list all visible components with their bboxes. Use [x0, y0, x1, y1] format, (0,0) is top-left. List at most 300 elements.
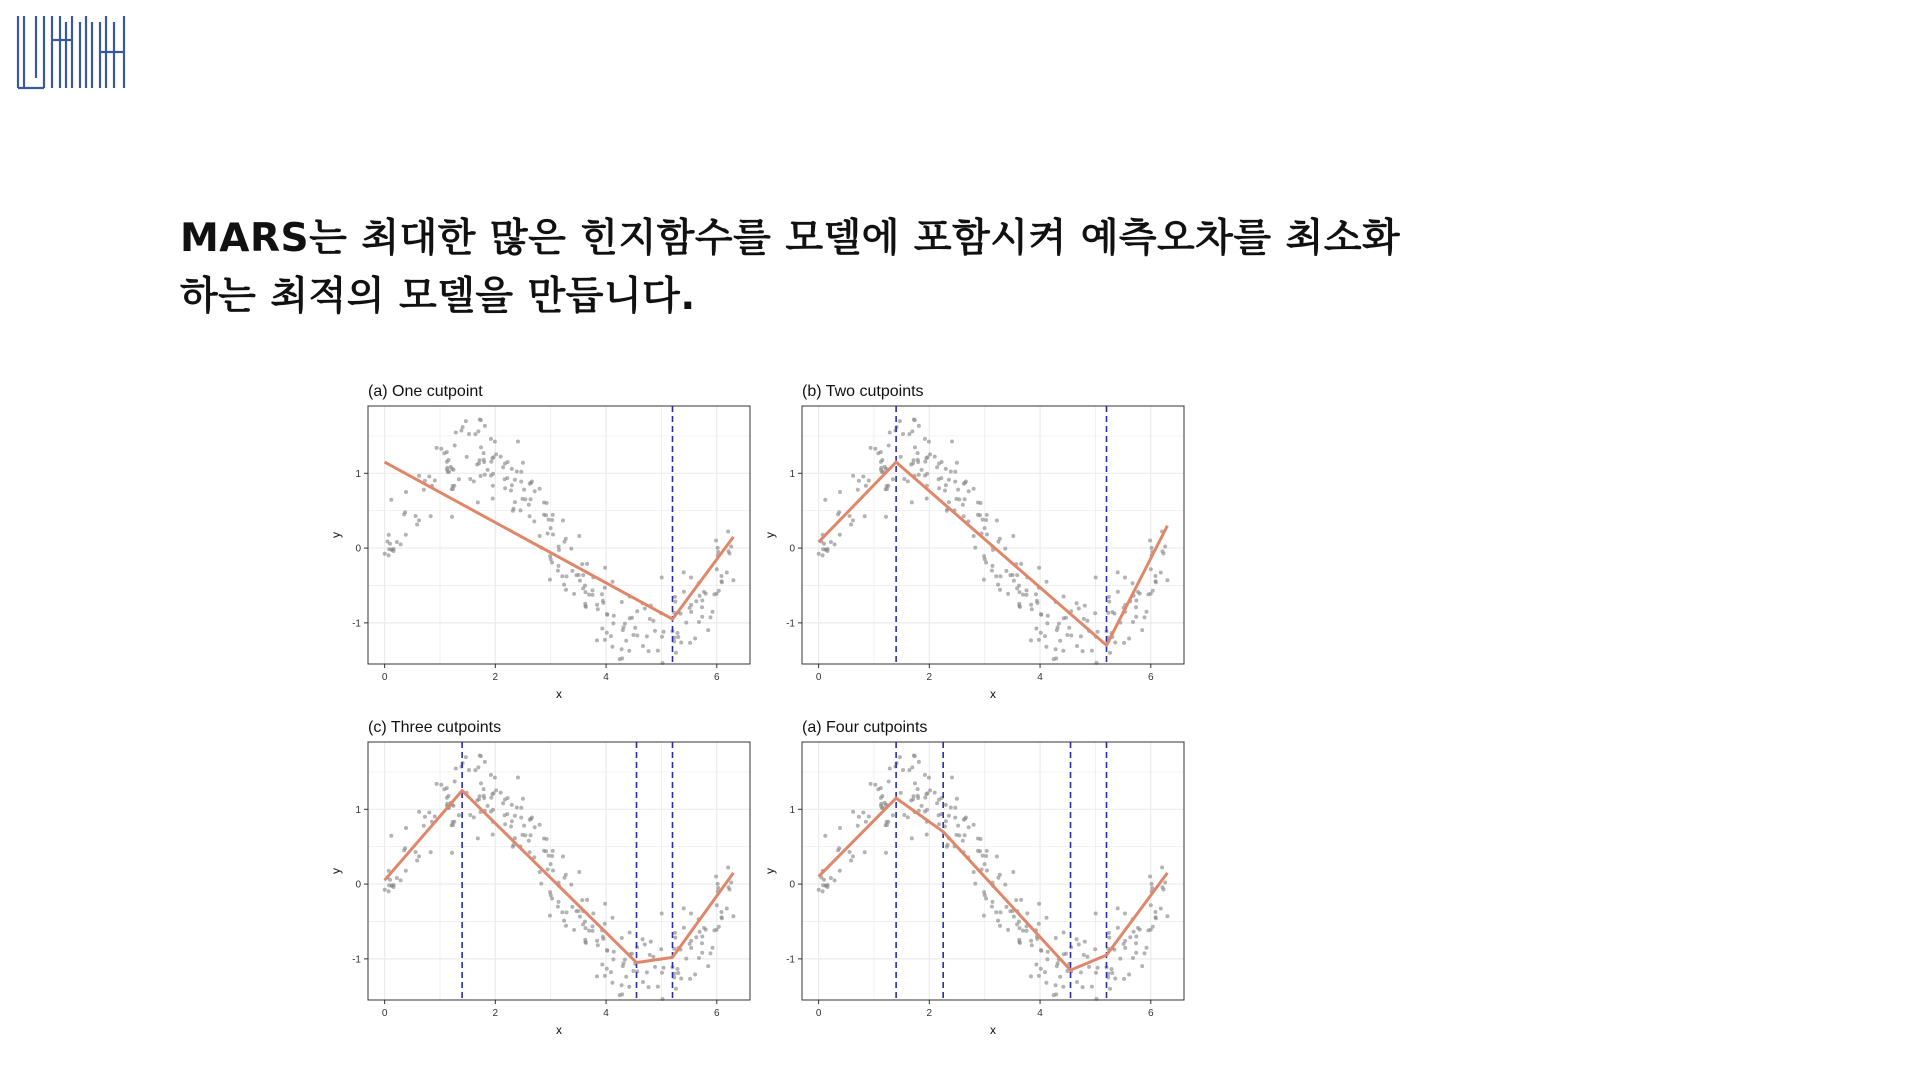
data-point [979, 837, 983, 841]
data-point [838, 826, 842, 830]
chart-panel [763, 719, 1184, 1037]
data-point [562, 919, 566, 923]
data-point [493, 440, 497, 444]
data-point [711, 946, 715, 950]
data-point [621, 628, 625, 632]
data-point [596, 607, 600, 611]
data-point [1037, 974, 1041, 978]
data-point [1034, 627, 1038, 631]
data-point [976, 513, 980, 517]
data-point [538, 487, 542, 491]
data-point [851, 810, 855, 814]
data-point [651, 955, 655, 959]
data-point [662, 630, 666, 634]
data-point [888, 767, 892, 771]
data-point [461, 425, 465, 429]
y-tick-label: 1 [789, 468, 795, 480]
data-point [545, 501, 549, 505]
data-point [849, 859, 853, 863]
data-point [627, 985, 631, 989]
data-point [891, 813, 895, 817]
data-point [1067, 626, 1071, 630]
data-point [503, 477, 507, 481]
data-point [423, 815, 427, 819]
data-point [641, 937, 645, 941]
data-point [725, 907, 729, 911]
data-point [943, 489, 947, 493]
data-point [641, 980, 645, 984]
data-point [1107, 931, 1111, 935]
data-point [982, 914, 986, 918]
data-point [983, 862, 987, 866]
data-point [1107, 600, 1111, 604]
data-point [913, 781, 917, 785]
data-point [546, 868, 550, 872]
data-point [404, 869, 408, 873]
data-point [916, 794, 920, 798]
data-point [899, 791, 903, 795]
data-point [821, 553, 825, 557]
data-point [585, 562, 589, 566]
data-point [648, 953, 652, 957]
data-point [476, 836, 480, 840]
data-point [445, 786, 449, 790]
data-point [591, 924, 595, 928]
data-point [515, 806, 519, 810]
data-point [940, 460, 944, 464]
data-point [417, 518, 421, 522]
data-point [521, 833, 525, 837]
y-tick-label: 1 [355, 468, 361, 480]
data-point [623, 958, 627, 962]
y-tick-label: 0 [355, 879, 361, 891]
data-point [1116, 570, 1120, 574]
data-point [415, 523, 419, 527]
data-point [1003, 547, 1007, 551]
data-point [453, 780, 457, 784]
data-point [610, 645, 614, 649]
data-point [1075, 644, 1079, 648]
data-point [715, 567, 719, 571]
data-point [1096, 966, 1100, 970]
data-point [591, 588, 595, 592]
data-point [984, 854, 988, 858]
data-point [706, 628, 710, 632]
data-point [387, 889, 391, 893]
data-point [983, 526, 987, 530]
data-point [660, 971, 664, 975]
data-point [933, 455, 937, 459]
data-point [587, 929, 591, 933]
data-point [414, 850, 418, 854]
data-point [603, 974, 607, 978]
data-point [486, 804, 490, 808]
data-point [706, 964, 710, 968]
data-point [991, 564, 995, 568]
data-point [1018, 941, 1022, 945]
data-point [985, 513, 989, 517]
data-point [467, 432, 471, 436]
data-point [551, 869, 555, 873]
data-point [1116, 926, 1120, 930]
data-point [459, 429, 463, 433]
data-point [631, 969, 635, 973]
data-point [1162, 552, 1166, 556]
data-point [439, 783, 443, 787]
data-point [910, 765, 914, 769]
data-point [429, 850, 433, 854]
data-point [838, 869, 842, 873]
data-point [1140, 628, 1144, 632]
data-point [1148, 539, 1152, 543]
data-point [385, 540, 389, 544]
data-point [1113, 612, 1117, 616]
data-point [1123, 939, 1127, 943]
data-point [603, 638, 607, 642]
data-point [911, 797, 915, 801]
y-tick-label: 0 [355, 543, 361, 555]
data-point [907, 432, 911, 436]
data-point [446, 458, 450, 462]
data-point [446, 794, 450, 798]
data-point [694, 599, 698, 603]
data-point [947, 500, 951, 504]
data-point [1123, 912, 1127, 916]
data-point [512, 507, 516, 511]
data-point [898, 419, 902, 423]
data-point [491, 484, 495, 488]
data-point [577, 534, 581, 538]
data-point [972, 823, 976, 827]
data-point [464, 755, 468, 759]
data-point [547, 854, 551, 858]
data-point [522, 824, 526, 828]
data-point [689, 912, 693, 916]
data-point [673, 595, 677, 599]
data-point [468, 813, 472, 817]
data-point [924, 456, 928, 460]
data-point [917, 760, 921, 764]
data-point [913, 445, 917, 449]
data-point [1159, 571, 1163, 575]
data-point [383, 552, 387, 556]
data-point [1064, 616, 1068, 620]
x-axis-label: x [990, 1023, 996, 1037]
data-point [823, 834, 827, 838]
data-point [861, 475, 865, 479]
data-point [1134, 615, 1138, 619]
data-point [1159, 907, 1163, 911]
data-point [955, 797, 959, 801]
data-point [611, 580, 615, 584]
chart-panel [329, 383, 750, 701]
data-point [720, 574, 724, 578]
data-point [1046, 950, 1050, 954]
data-point [656, 985, 660, 989]
data-point [403, 510, 407, 514]
data-point [482, 794, 486, 798]
data-point [856, 488, 860, 492]
data-point [728, 552, 732, 556]
data-point [643, 607, 647, 611]
data-point [1039, 967, 1043, 971]
data-point [603, 922, 607, 926]
data-point [673, 931, 677, 935]
data-point [1143, 615, 1147, 619]
data-point [1044, 981, 1048, 985]
x-tick-label: 4 [1037, 1008, 1043, 1019]
data-point [549, 862, 553, 866]
data-point [973, 882, 977, 886]
data-point [953, 470, 957, 474]
data-point [1034, 592, 1038, 596]
data-point [994, 574, 998, 578]
data-point [653, 629, 657, 633]
data-point [659, 947, 663, 951]
data-point [519, 508, 523, 512]
data-point [709, 951, 713, 955]
data-point [662, 966, 666, 970]
data-point [856, 824, 860, 828]
data-point [927, 440, 931, 444]
data-point [612, 950, 616, 954]
data-point [923, 796, 927, 800]
data-point [633, 626, 637, 630]
data-point [476, 500, 480, 504]
data-point [404, 490, 408, 494]
data-point [433, 479, 437, 483]
data-point [955, 461, 959, 465]
data-point [1006, 928, 1010, 932]
data-point [452, 484, 456, 488]
data-point [1021, 593, 1025, 597]
data-point [1163, 881, 1167, 885]
data-point [546, 532, 550, 536]
data-point [826, 547, 830, 551]
data-point [700, 941, 704, 945]
data-point [901, 768, 905, 772]
data-point [1039, 612, 1043, 616]
data-point [967, 825, 971, 829]
data-point [660, 635, 664, 639]
data-point [556, 905, 560, 909]
data-point [645, 634, 649, 638]
data-point [1154, 580, 1158, 584]
data-point [580, 562, 584, 566]
data-point [1083, 940, 1087, 944]
data-point [404, 533, 408, 537]
data-point [1015, 922, 1019, 926]
data-point [1075, 601, 1079, 605]
data-point [527, 839, 531, 843]
data-point [489, 796, 493, 800]
data-point [509, 489, 513, 493]
data-point [1025, 929, 1029, 933]
data-point [953, 806, 957, 810]
data-point [569, 883, 573, 887]
data-point [621, 964, 625, 968]
data-point [439, 447, 443, 451]
data-point [1150, 882, 1154, 886]
data-point [1062, 931, 1066, 935]
data-point [1012, 915, 1016, 919]
data-point [953, 480, 957, 484]
data-point [454, 767, 458, 771]
x-axis-label: x [990, 687, 996, 701]
data-point [1018, 605, 1022, 609]
data-point [689, 576, 693, 580]
data-point [584, 926, 588, 930]
data-point [648, 617, 652, 621]
data-point [446, 470, 450, 474]
y-tick-label: -1 [786, 618, 795, 630]
data-point [985, 533, 989, 537]
data-point [995, 519, 999, 523]
data-point [1116, 590, 1120, 594]
data-point [1136, 926, 1140, 930]
data-point [947, 478, 951, 482]
x-axis-label: x [556, 687, 562, 701]
data-point [551, 513, 555, 517]
data-point [682, 570, 686, 574]
data-point [641, 644, 645, 648]
data-point [869, 446, 873, 450]
data-point [902, 477, 906, 481]
data-point [1014, 898, 1018, 902]
data-point [1039, 948, 1043, 952]
data-point [538, 823, 542, 827]
data-point [551, 849, 555, 853]
data-point [489, 474, 493, 478]
data-point [838, 490, 842, 494]
data-point [1045, 580, 1049, 584]
data-point [417, 810, 421, 814]
data-point [689, 939, 693, 943]
data-point [476, 765, 480, 769]
data-point [422, 488, 426, 492]
data-point [562, 583, 566, 587]
data-point [979, 501, 983, 505]
data-point [1018, 590, 1022, 594]
data-point [1107, 936, 1111, 940]
data-point [503, 486, 507, 490]
data-point [624, 639, 628, 643]
data-point [1165, 578, 1169, 582]
data-point [530, 480, 534, 484]
data-point [1075, 980, 1079, 984]
data-point [927, 776, 931, 780]
data-point [1094, 912, 1098, 916]
data-point [823, 498, 827, 502]
data-point [956, 488, 960, 492]
data-point [898, 755, 902, 759]
data-point [996, 876, 1000, 880]
data-point [468, 477, 472, 481]
x-tick-label: 0 [381, 1008, 388, 1019]
data-point [605, 631, 609, 635]
data-point [422, 824, 426, 828]
data-point [389, 498, 393, 502]
data-point [863, 514, 867, 518]
data-point [1034, 963, 1038, 967]
data-point [556, 569, 560, 573]
data-point [1087, 965, 1091, 969]
mars-cutpoints-figure [318, 368, 1198, 1048]
data-point [863, 850, 867, 854]
data-point [1107, 595, 1111, 599]
data-point [983, 893, 987, 897]
data-point [1149, 567, 1153, 571]
data-point [516, 440, 520, 444]
data-point [689, 610, 693, 614]
data-point [392, 547, 396, 551]
data-point [982, 578, 986, 582]
data-point [628, 931, 632, 935]
data-point [990, 905, 994, 909]
data-point [479, 445, 483, 449]
data-point [907, 768, 911, 772]
y-axis-label: y [329, 532, 343, 538]
data-point [603, 902, 607, 906]
data-point [1145, 610, 1149, 614]
x-tick-label: 0 [815, 672, 822, 683]
data-point [849, 523, 853, 527]
data-point [880, 458, 884, 462]
data-point [620, 983, 624, 987]
data-point [923, 460, 927, 464]
data-point [864, 820, 868, 824]
data-point [529, 497, 533, 501]
data-point [944, 819, 948, 823]
data-point [990, 569, 994, 573]
data-point [1077, 943, 1081, 947]
data-point [1140, 964, 1144, 968]
data-point [725, 571, 729, 575]
data-point [482, 451, 486, 455]
data-point [538, 534, 542, 538]
data-point [848, 514, 852, 518]
data-point [1021, 929, 1025, 933]
data-point [700, 599, 704, 603]
data-point [729, 881, 733, 885]
data-point [995, 855, 999, 859]
data-point [1110, 967, 1114, 971]
x-tick-label: 0 [381, 672, 388, 683]
data-point [479, 418, 483, 422]
data-point [493, 776, 497, 780]
data-point [1160, 866, 1164, 870]
data-point [643, 943, 647, 947]
data-point [1062, 595, 1066, 599]
data-point [910, 429, 914, 433]
data-point [837, 510, 841, 514]
data-point [611, 916, 615, 920]
data-point [1011, 870, 1015, 874]
data-point [561, 855, 565, 859]
data-point [565, 910, 569, 914]
data-point [1054, 936, 1058, 940]
data-point [1055, 628, 1059, 632]
data-point [499, 455, 503, 459]
panel-title: (b) Two cutpoints [802, 383, 924, 400]
data-point [522, 488, 526, 492]
data-point [472, 479, 476, 483]
data-point [591, 593, 595, 597]
data-point [457, 477, 461, 481]
data-point [450, 487, 454, 491]
data-point [851, 474, 855, 478]
x-tick-label: 6 [1148, 672, 1154, 683]
